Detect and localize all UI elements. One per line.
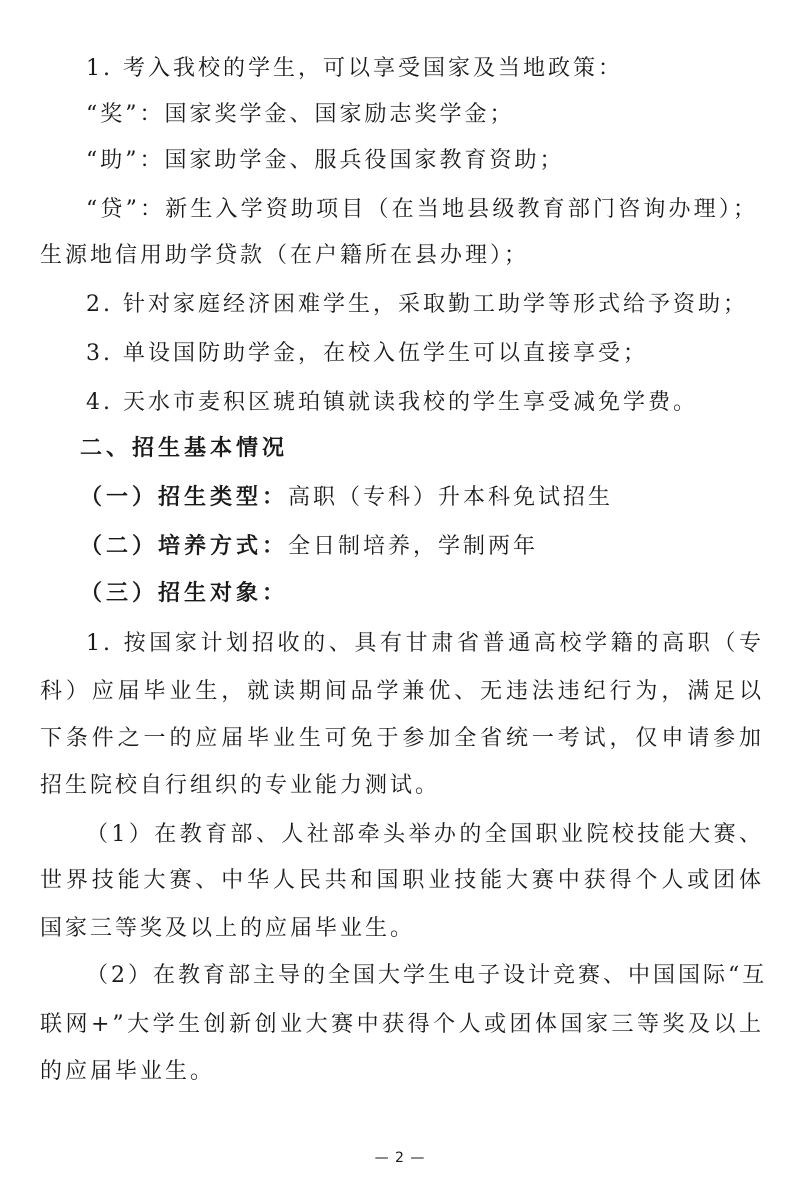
paragraph-defense-grant: 3. 单设国防助学金，在校入伍学生可以直接享受； (86, 341, 648, 366)
paragraph-condition1-line2: 世界技能大赛、中华人民共和国职业技能大赛中获得个人或团体 (40, 868, 764, 893)
paragraph-loan-continued: 生源地信用助学贷款（在户籍所在县办理）； (40, 243, 530, 268)
paragraph-eligibility-line4: 招生院校自行组织的专业能力测试。 (40, 773, 441, 798)
paragraph-scholarship: “奖”：国家奖学金、国家励志奖学金； (86, 102, 515, 127)
page-number: — 2 — (374, 1150, 426, 1166)
paragraph-grant: “助”：国家助学金、服兵役国家教育资助； (86, 148, 565, 173)
paragraph-condition1-line1: （1）在教育部、人社部牵头举办的全国职业院校技能大赛、 (86, 822, 764, 847)
subsection-admission-target: （三）招生对象： (80, 581, 289, 606)
section-heading-admission-basics: 二、招生基本情况 (80, 436, 289, 461)
paragraph-tuition-waiver: 4. 天水市麦积区琥珀镇就读我校的学生享受减免学费。 (86, 390, 698, 415)
paragraph-policy-intro: 1. 考入我校的学生，可以享受国家及当地政策： (86, 56, 623, 81)
subsection-training-mode (80, 533, 764, 561)
paragraph-eligibility-line3: 下条件之一的应届毕业生可免于参加全省统一考试，仅申请参加 (40, 726, 764, 751)
paragraph-condition2-line3: 的应届毕业生。 (40, 1059, 216, 1084)
paragraph-condition1-line3: 国家三等奖及以上的应届毕业生。 (40, 916, 416, 941)
subsection-label: （一）招生类型： (80, 485, 289, 510)
paragraph-condition2-line1: （2）在教育部主导的全国大学生电子设计竞赛、中国国际“互 (86, 963, 768, 988)
paragraph-loan: “贷”：新生入学资助项目（在当地县级教育部门咨询办理）； (86, 197, 758, 222)
paragraph-eligibility-line1: 1. 按国家计划招收的、具有甘肃省普通高校学籍的高职（专 (86, 631, 764, 656)
paragraph-work-study: 2. 针对家庭经济困难学生，采取勤工助学等形式给予资助； (86, 292, 748, 317)
subsection-value: 全日制培养，学制两年 (288, 534, 539, 559)
subsection-label: （二）培养方式： (80, 534, 289, 559)
subsection-value: 高职（专科）升本科免试招生 (288, 485, 614, 510)
subsection-admission-type (80, 484, 764, 512)
paragraph-eligibility-line2: 科）应届毕业生，就读期间品学兼优、无违法违纪行为，满足以 (40, 679, 764, 704)
paragraph-condition2-line2: 联网+”大学生创新创业大赛中获得个人或团体国家三等奖及以上 (40, 1012, 764, 1037)
